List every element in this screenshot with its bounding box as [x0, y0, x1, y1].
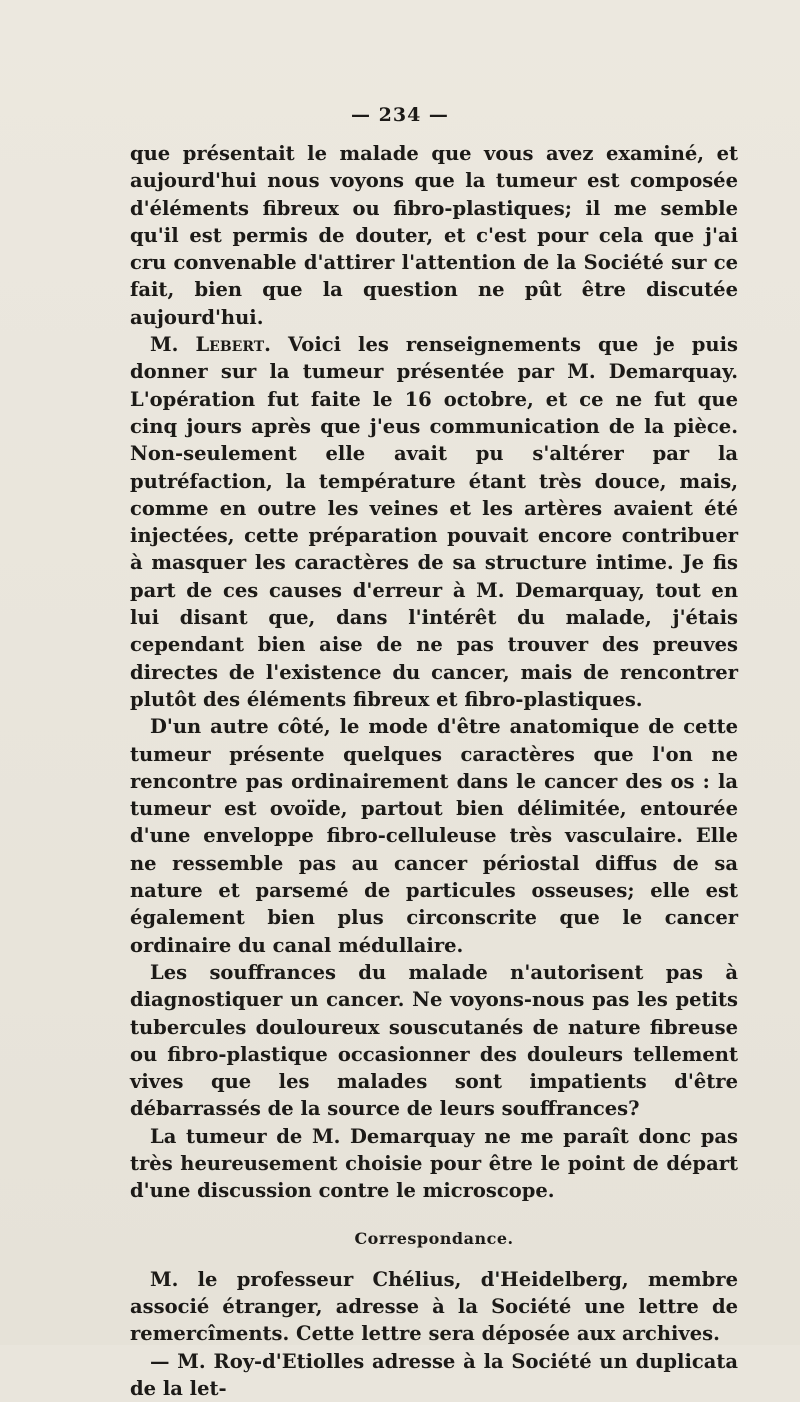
- paragraph-lebert: [130, 331, 738, 713]
- paragraph-roy-detiolles: — M. Roy-d'Etiolles adresse à la Société un duplicata de la let-: [130, 1349, 738, 1401]
- body-text: [130, 140, 738, 1402]
- paragraph-lebert-text: Voici les renseignements que je puis donner sur la tumeur présentée par M. Demarquay. L'opération fut faite le 16 octobre, et ce ne fut que cinq jours après que j'eus communication de la pièce. Non-seulement elle avait pu s'altérer par la putréfaction, la température étant très douce, mais, comme en outre les veines et les artères avaient été injectées, cette préparation pouvait encore contribuer à masquer les caractères de sa structure intime. Je fis part de ces causes d'erreur à M. Demarquay, tout en lui disant que, dans l'intérêt du malade, j'étais cependant bien aise de ne pas trouver des preuves directes de l'existence du cancer, mais de rencontrer plutôt des éléments fibreux et fibro-plastiques.: [130, 333, 738, 711]
- paragraph-conclusion: La tumeur de M. Demarquay ne me paraît donc pas très heureusement choisie pour être le point de départ d'une discussion contre le microscope.: [130, 1124, 738, 1203]
- section-heading: Correspondance.: [354, 1228, 514, 1248]
- paragraph-chelius: M. le professeur Chélius, d'Heidelberg, membre associé étranger, adresse à la Société une lettre de remercîments. Cette lettre sera déposée aux archives.: [130, 1267, 738, 1346]
- paragraph-anatomy: D'un autre côté, le mode d'être anatomique de cette tumeur présente quelques caractères que l'on ne rencontre pas ordinairement dans le cancer des os : la tumeur est ovoïde, partout bien délimitée, entourée d'une enveloppe fibro-celluleuse très vasculaire. Elle ne ressemble pas au cancer périostal diffus de sa nature et parsemé de particules osseuses; elle est également bien plus circonscrite que le cancer ordinaire du canal médullaire.: [130, 715, 738, 957]
- page-number: — 234 —: [351, 104, 449, 126]
- speaker-name: Lebert.: [195, 333, 271, 357]
- speaker-prefix: M.: [150, 333, 196, 357]
- paragraph-suffering: Les souffrances du malade n'autorisent pas à diagnostiquer un cancer. Ne voyons-nous pas les petits tubercules douloureux souscutanés de nature fibreuse ou fibro-plastique occasionner des douleurs tellement vives que les malades sont impatients d'être débarrassés de la source de leurs souffrances?: [130, 960, 738, 1121]
- paragraph-continuation: que présentait le malade que vous avez examiné, et aujourd'hui nous voyons que la tumeur est composée d'éléments fibreux ou fibro-plastiques; il me semble qu'il est permis de douter, et c'est pour cela que j'ai cru convenable d'attirer l'attention de la Société sur ce fait, bien que la question ne pût être discutée aujourd'hui.: [130, 142, 738, 329]
